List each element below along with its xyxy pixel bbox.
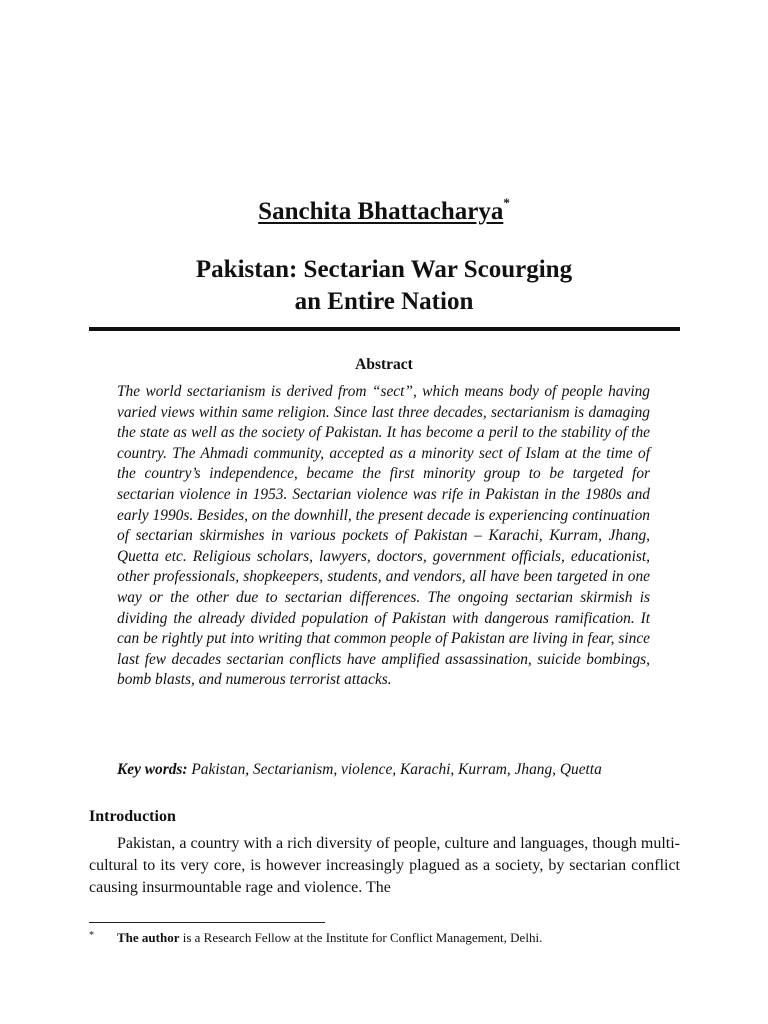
title-divider (89, 327, 680, 331)
footnote-divider (89, 922, 325, 923)
keywords-label: Key words: (117, 761, 188, 778)
footnote-text: is a Research Fellow at the Institute for Conflict Management, Delhi. (179, 930, 543, 945)
footnote (89, 927, 680, 947)
article-title-line-2: an Entire Nation (294, 288, 474, 315)
keywords-list: Pakistan, Sectarianism, violence, Karachi, Kurram, Jhang, Quetta (191, 761, 602, 778)
footnote-mark: * (89, 930, 94, 941)
keywords (117, 760, 650, 781)
introduction-text: Pakistan, a country with a rich diversity of people, culture and languages, though multi-cultural to its very core, is however increasingly plagued as a society, by sectarian conflict causing insurmountable rage and violence. The (89, 835, 680, 896)
author-name: Sanchita Bhattacharya (258, 198, 504, 225)
footnote-label: The author (117, 930, 180, 945)
introduction-heading: Introduction (89, 808, 176, 825)
abstract-text: The world sectarianism is derived from “sect”, which means body of people having varied views within same religion. Since last three decades, sectarianism is damaging the state as well as the society of Pakistan. It has become a peril to the stability of the country. The Ahmadi community, accepted as a minority sect of Islam at the time of the country’s independence, became the first minority group to be targeted for sectarian violence in 1953. Sectarian violence was rife in Pakistan in the 1980s and early 1990s. Besides, on the downhill, the present decade is experiencing continuation of sectarian skirmishes in various pockets of Pakistan – Karachi, Kurram, Jhang, Quetta etc. Religious scholars, lawyers, doctors, government officials, educationist, other professionals, shopkeepers, students, and vendors, all have been targeted in one way or the other due to sectarian differences. The ongoing sectarian skirmish is dividing the already divided population of Pakistan with dangerous ramification. It can be rightly put into writing that common people of Pakistan are living in fear, since last few decades sectarian conflicts have amplified assassination, suicide bombings, bomb blasts, and numerous terrorist attacks. (117, 383, 650, 689)
article-title (0, 254, 768, 318)
abstract-heading: Abstract (355, 356, 413, 373)
author-footnote-mark: * (503, 195, 510, 210)
author-line (0, 195, 768, 226)
article-title-line-1: Pakistan: Sectarian War Scourging (195, 256, 573, 283)
